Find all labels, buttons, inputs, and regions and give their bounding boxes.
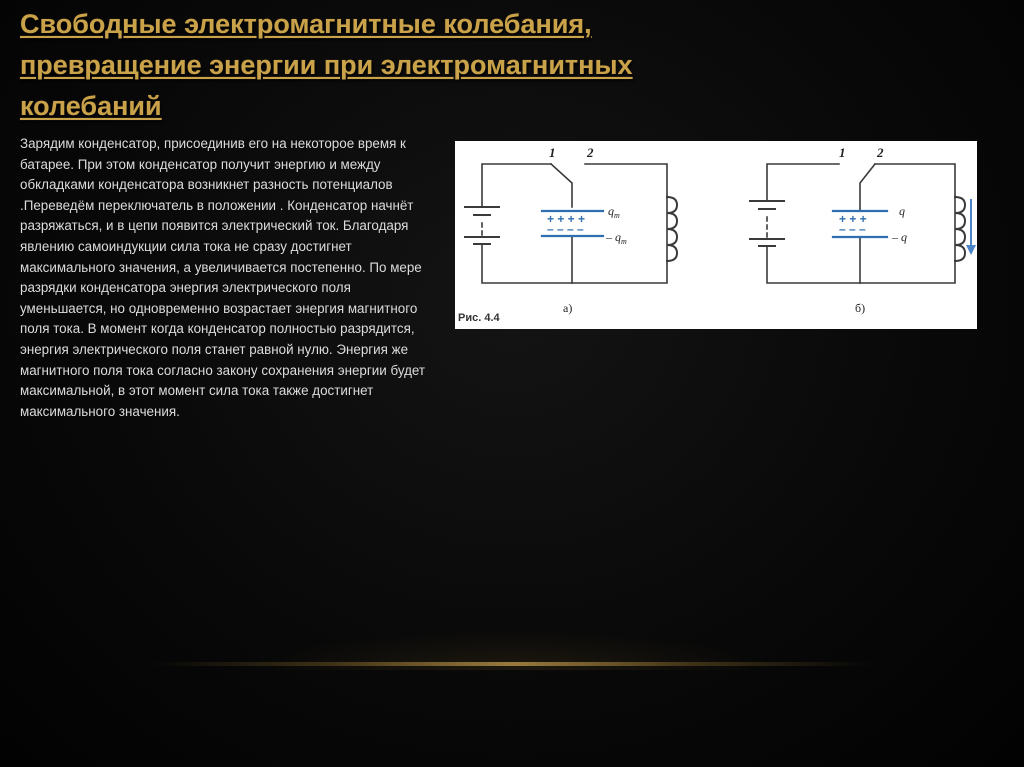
circuit-a-plus-signs: + + + + xyxy=(547,212,586,226)
circuit-b-label: б) xyxy=(855,301,866,315)
circuit-b-switch-label-2: 2 xyxy=(877,145,884,160)
circuit-a-wire xyxy=(482,164,551,207)
circuit-a-minus-signs: – – – – xyxy=(547,222,584,236)
circuit-figure xyxy=(455,141,977,329)
circuit-diagram xyxy=(455,141,977,329)
circuit-a-switch-label-1: 1 xyxy=(549,145,556,160)
circuit-b-switch xyxy=(860,164,875,211)
circuit-a-switch-label-2: 2 xyxy=(587,145,594,160)
circuit-a-label: а) xyxy=(563,301,573,315)
circuit-b-minus-signs: – – – xyxy=(839,222,866,236)
circuit-a-switch xyxy=(551,164,572,207)
circuit-b-plus-signs: + + + xyxy=(839,212,867,226)
circuit-b-wire xyxy=(767,164,839,201)
circuit-b-inductor xyxy=(955,197,965,261)
decorative-divider-line xyxy=(150,662,874,666)
circuit-a-charge-top: $q_m$ xyxy=(608,204,620,220)
circuit-b-charge-top: q xyxy=(899,204,905,218)
circuit-b-charge-bottom: – q xyxy=(892,230,907,244)
slide-body-text: Зарядим конденсатор, присоединив его на некоторое время к батарее. При этом конденсатор получит энергию и между обкладками конденсатора возникнет разность потенциалов .Переведём переключатель в положении . Конденсатор начнёт разряжаться, и в цепи появится электрический ток. Благодаря явлению самоиндукции сила тока не сразу достигнет максимального значения, а увеличивается постепенно. По мере разрядки конденсатора энергия электрического поля уменьшается, но одновременно возрастает энергия магнитного поля тока. В момент когда конденсатор полностью разрядится, энергия электрического поля станет равной нулю. Энергия же магнитного поля тока согласно закону сохранения энергии будет максимальной, в этот момент сила тока также достигнет максимального значения. xyxy=(20,136,426,419)
slide-title: Свободные электромагнитные колебания, превращение энергии при электромагнитных колебаний xyxy=(20,9,633,121)
circuit-a-charge-bottom: – $q_m$ xyxy=(606,230,627,246)
current-arrow-icon xyxy=(966,199,976,255)
circuit-a-inductor xyxy=(667,197,677,261)
circuit-b-switch-label-1: 1 xyxy=(839,145,846,160)
figure-caption: Рис. 4.4 xyxy=(458,312,500,324)
